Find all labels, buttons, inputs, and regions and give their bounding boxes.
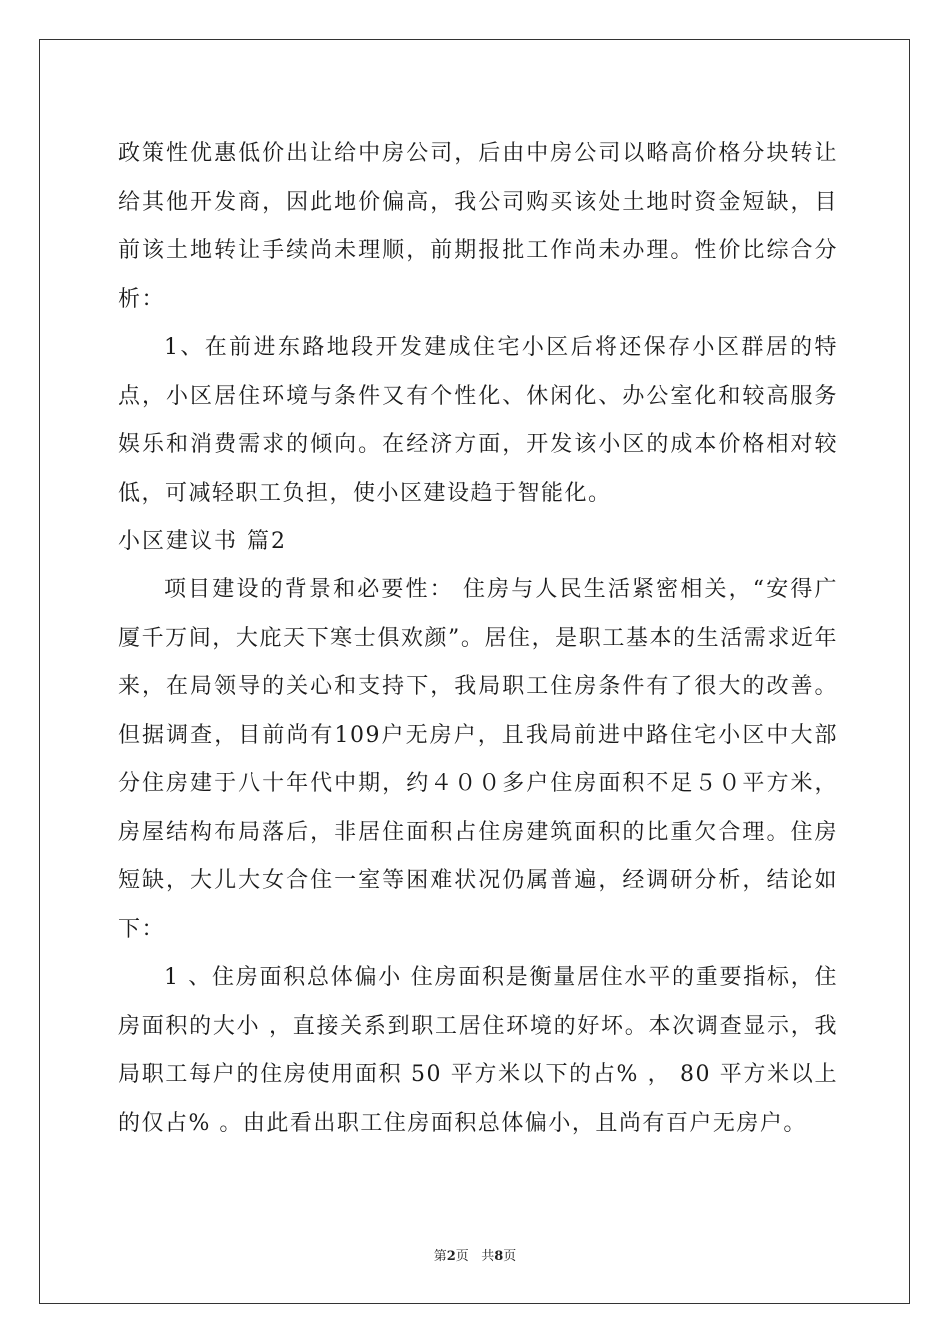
page-number: 2	[446, 1249, 456, 1264]
total-suffix: 页	[503, 1249, 517, 1264]
page-prefix: 第	[433, 1249, 447, 1264]
paragraph-housing-area: 1 、住房面积总体偏小 住房面积是衡量居住水平的重要指标，住房面积的大小 ，直接关系到职工居住环境的好坏。本次调查显示，我局职工每户的住房使用面积 50 平方米以下的占% ， 80 平方米以上的仅占% 。由此看出职工住房面积总体偏小，且尚有百户无房户。	[118, 965, 838, 1136]
page-suffix: 页	[455, 1249, 469, 1264]
page-footer	[0, 1245, 950, 1264]
total-pages: 8	[494, 1249, 504, 1264]
total-prefix: 共	[481, 1249, 495, 1264]
paragraph-background: 项目建设的背景和必要性： 住房与人民生活紧密相关，“安得广厦千万间，大庇天下寒士俱欢颜”。居住，是职工基本的生活需求近年来，在局领导的关心和支持下，我局职工住房条件有了很大的改善。但据调查，目前尚有109户无房户，且我局前进中路住宅小区中大部分住房建于八十年代中期，约４００多户住房面积不足５０平方米，房屋结构布局落后，非居住面积占住房建筑面积的比重欠合理。住房短缺，大儿大女合住一室等困难状况仍属普遍，经调研分析，结论如下：	[118, 577, 838, 942]
section-heading: 小区建议书 篇2	[118, 529, 287, 554]
document-body	[118, 130, 838, 1148]
paragraph-point-1: 1、在前进东路地段开发建成住宅小区后将还保存小区群居的特点，小区居住环境与条件又有个性化、休闲化、办公室化和较高服务娱乐和消费需求的倾向。在经济方面，开发该小区的成本价格相对较低，可减轻职工负担，使小区建设趋于智能化。	[118, 335, 838, 506]
paragraph-continuation: 政策性优惠低价出让给中房公司，后由中房公司以略高价格分块转让给其他开发商，因此地价偏高，我公司购买该处土地时资金短缺，目前该土地转让手续尚未理顺，前期报批工作尚未办理。性价比综合分析：	[118, 141, 838, 312]
